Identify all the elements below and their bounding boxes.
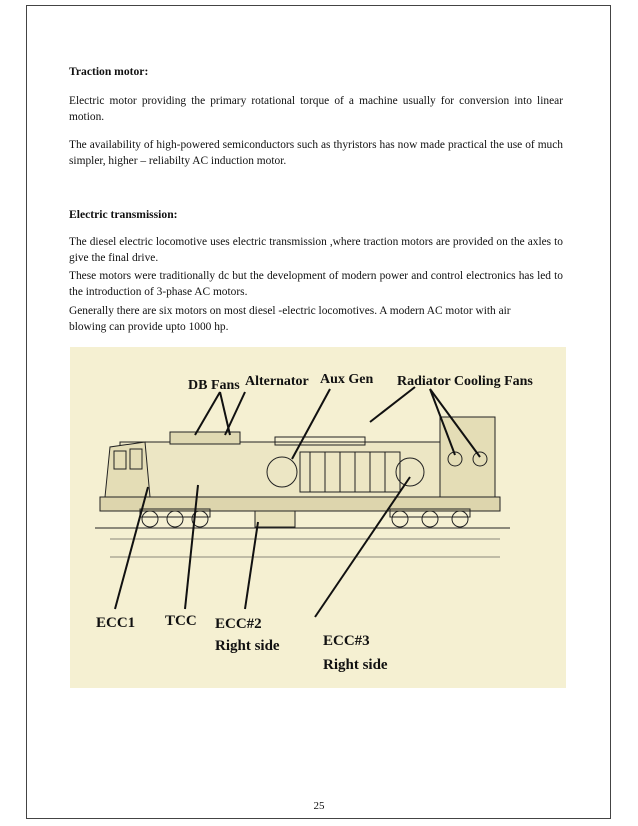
label-ecc1: ECC1 [96,615,136,631]
paragraph-ac-motors: These motors were traditionally dc but the development of modern power and control electronics has led to the introduction of 3-phase AC motors. [69,270,563,298]
paragraph-semiconductors: The availability of high-powered semiconductors such as thyristors has now made practical the use of much simpler, higher – reliabilty AC induction motor. [69,139,563,167]
label-ecc3-side: Right side [323,657,388,673]
label-ecc3: ECC#3 [323,633,370,649]
page-number: 25 [313,800,325,812]
paragraph-traction-definition: Electric motor providing the primary rotational torque of a machine usually for conversion into linear motion. [69,95,563,123]
label-aux-gen: Aux Gen [320,372,374,387]
label-ecc2: ECC#2 [215,616,262,632]
label-radiator-fans: Radiator Cooling Fans [397,374,533,389]
label-db-fans: DB Fans [188,378,240,393]
locomotive-diagram [70,347,566,688]
paragraph-transmission: The diesel electric locomotive uses electric transmission ,where traction motors are provided on the axles to give the final drive. [69,236,563,264]
heading-electric-transmission: Electric transmission: [69,208,178,221]
heading-traction-motor: Traction motor: [69,65,149,78]
label-ecc2-side: Right side [215,638,280,654]
label-alternator: Alternator [245,374,309,389]
paragraph-six-motors: Generally there are six motors on most diesel -electric locomotives. A modern AC motor with air blowing can provide upto 1000 hp. [69,305,511,333]
label-tcc: TCC [165,613,197,629]
